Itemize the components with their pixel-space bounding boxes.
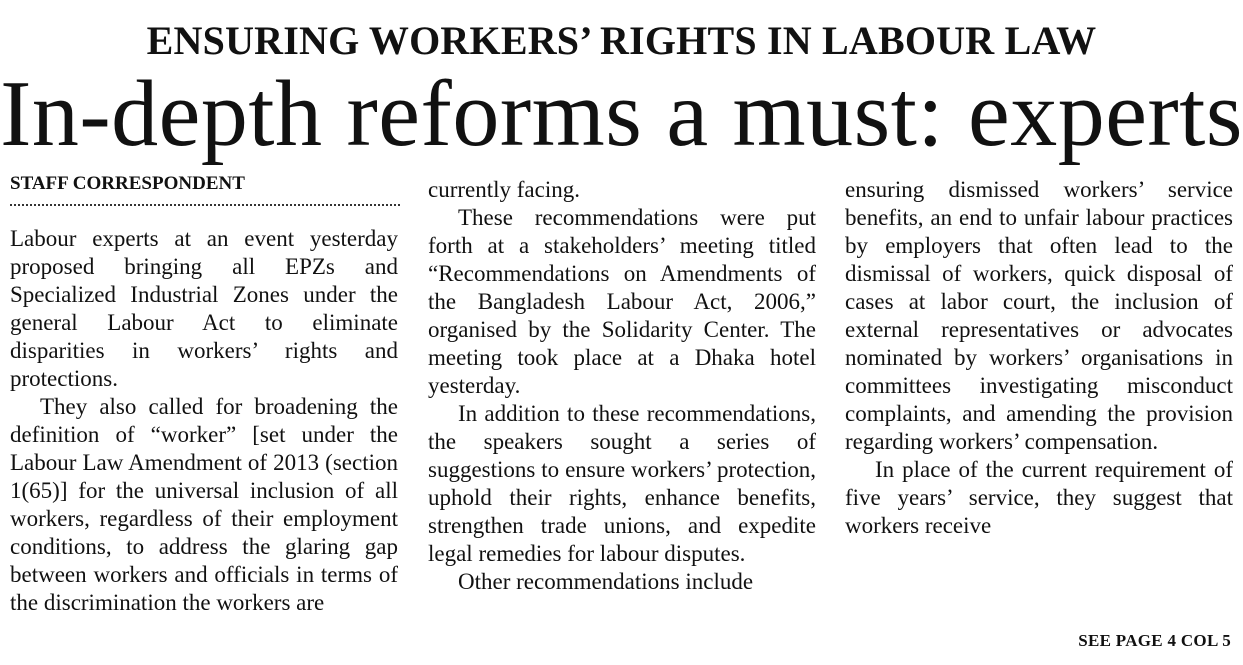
continuation-jump-line: SEE PAGE 4 COL 5 xyxy=(1078,631,1231,650)
article-paragraph: They also called for broadening the definition of “worker” [set under the Labour Law Amendment of 2013 (section 1(65)] for the universal inclusion of all workers, regardless of their employment conditions, to address the glaring gap between workers and officials in terms of the discrimination the workers are xyxy=(10,394,398,615)
article-byline: STAFF CORRESPONDENT xyxy=(10,172,400,206)
article-column-1 xyxy=(10,225,398,645)
article-paragraph: In addition to these recommendations, the speakers sought a series of suggestions to ensure workers’ protection, uphold their rights, enhance benefits, strengthen trade unions, and expedite legal remedies for labour disputes. xyxy=(428,401,816,566)
article-paragraph: Labour experts at an event yesterday proposed bringing all EPZs and Specialized Industrial Zones under the general Labour Act to eliminate disparities in workers’ rights and protections. xyxy=(10,226,398,391)
article-paragraph: In place of the current requirement of five years’ service, they suggest that workers receive xyxy=(845,457,1233,538)
article-paragraph: ensuring dismissed workers’ service benefits, an end to unfair labour practices by employers that often lead to the dismissal of workers, quick disposal of cases at labor court, the inclusion of external representatives or advocates nominated by workers’ organisations in committees investigating misconduct complaints, and amending the provision regarding workers’ compensation. xyxy=(845,177,1233,454)
article-headline: In-depth reforms a must: experts xyxy=(0,62,1243,166)
article-column-2 xyxy=(428,176,816,646)
article-paragraph: These recommendations were put forth at a stakeholders’ meeting titled “Recommendations on Amendments of the Bangladesh Labour Act, 2006,” organised by the Solidarity Center. The meeting took place at a Dhaka hotel yesterday. xyxy=(428,205,816,398)
article-paragraph: currently facing. xyxy=(428,177,580,202)
article-paragraph: Other recommendations include xyxy=(458,569,754,594)
article-kicker: ENSURING WORKERS’ RIGHTS IN LABOUR LAW xyxy=(146,18,1097,63)
article-column-3 xyxy=(845,176,1233,626)
